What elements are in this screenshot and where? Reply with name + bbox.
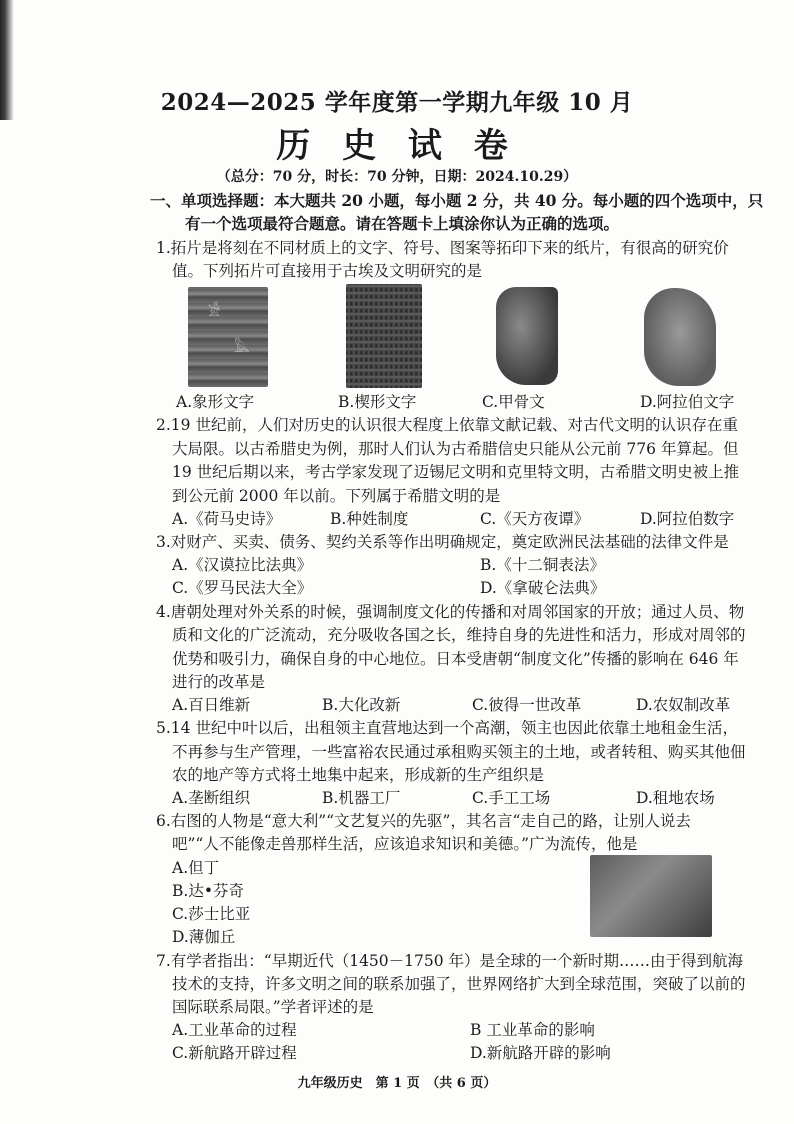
oracle-bone-rubbing-image xyxy=(496,287,558,385)
q4-option-a: A.百日维新 xyxy=(172,696,251,714)
page-footer: 九年级历史 第 1 页 （共 6 页） xyxy=(297,1076,497,1091)
exam-title: 2024—2025 学年度第一学期九年级 10 月 xyxy=(160,89,634,116)
q7-stem-line3: 国际联系局限。”学者评述的是 xyxy=(172,998,374,1016)
q7-stem-line2: 技术的支持，许多文明之间的联系加强了，世界网络扩大到全球范围，突破了以前的 xyxy=(172,975,746,993)
q4-option-d: D.农奴制改革 xyxy=(636,696,731,714)
q3-option-d: D.《拿破仑法典》 xyxy=(480,579,606,597)
q5-option-b: B.机器工厂 xyxy=(322,789,401,807)
q3-option-b: B.《十二铜表法》 xyxy=(480,556,605,574)
hieroglyph-rubbing-image: 𓀀 𓅓 xyxy=(188,287,268,387)
q2-option-b: B.种姓制度 xyxy=(330,510,409,528)
q1-stem-line2: 值。下列拓片可直接用于古埃及文明研究的是 xyxy=(172,262,483,280)
q5-stem-line1: 5.14 世纪中叶以后，出租领主直营地达到一个高潮，领主也因此依靠土地租金生活， xyxy=(156,719,738,737)
q6-option-b: B.达•芬奇 xyxy=(172,882,244,900)
q5-option-a: A.垄断组织 xyxy=(172,789,251,807)
q4-stem-line3: 优势和吸引力，确保自身的中心地位。日本受唐朝“制度文化”传播的影响在 646 年 xyxy=(172,650,739,668)
q5-option-d: D.租地农场 xyxy=(636,789,715,807)
exam-subject: 历 史 试 卷 xyxy=(276,126,518,166)
q3-option-c: C.《罗马民法大全》 xyxy=(172,579,313,597)
q1-option-c: C.甲骨文 xyxy=(482,393,545,411)
q5-stem-line2: 不再参与生产管理，一些富裕农民通过承租购买领主的土地，或者转租、购买其他佃 xyxy=(172,743,746,761)
q6-stem-line1: 6.右图的人物是“意大利”“文艺复兴的先驱”，其名言“走自己的路，让别人说去 xyxy=(156,812,691,830)
q2-option-a: A.《荷马史诗》 xyxy=(172,510,282,528)
q7-option-c: C.新航路开辟过程 xyxy=(172,1044,297,1062)
q5-option-c: C.手工工场 xyxy=(472,789,551,807)
arabic-rubbing-image xyxy=(644,288,716,386)
q1-option-a: A.象形文字 xyxy=(176,393,255,411)
q5-stem-line3: 农的地产等方式将土地集中起来，形成新的生产组织是 xyxy=(172,766,545,784)
q6-option-c: C.莎士比亚 xyxy=(172,905,251,923)
q1-option-d: D.阿拉伯文字 xyxy=(640,393,735,411)
q4-option-c: C.彼得一世改革 xyxy=(472,696,582,714)
q4-stem-line4: 进行的改革是 xyxy=(172,673,266,691)
q6-stem-line2: 吧”“人不能像走兽那样生活，应该追求知识和美德。”广为流传，他是 xyxy=(172,835,638,853)
q1-option-b: B.楔形文字 xyxy=(338,393,417,411)
q7-option-b: B 工业革命的影响 xyxy=(470,1021,595,1039)
q4-stem-line2: 质和文化的广泛流动，充分吸收各国之长，维持自身的先进性和活力，形成对周邻的 xyxy=(172,626,746,644)
section-instruction-line2: 有一个选项最符合题意。请在答题卡上填涂你认为正确的选项。 xyxy=(185,214,620,233)
section-instruction-line1: 一、单项选择题：本大题共 20 小题，每小题 2 分，共 40 分。每小题的四个选项中，只 xyxy=(150,191,764,210)
q2-stem-line3: 19 世纪后期以来，考古学家发现了迈锡尼文明和克里特文明，古希腊文明史被上推 xyxy=(172,463,740,481)
q2-stem-line4: 到公元前 2000 年以前。下列属于希腊文明的是 xyxy=(172,487,501,505)
q7-option-d: D.新航路开辟的影响 xyxy=(470,1044,611,1062)
q6-option-a: A.但丁 xyxy=(172,859,220,877)
q2-stem-line1: 2.19 世纪前，人们对历史的认识很大程度上依靠文献记载、对古代文明的认识存在重 xyxy=(156,416,738,434)
q4-option-b: B.大化改新 xyxy=(322,696,401,714)
q6-option-d: D.薄伽丘 xyxy=(172,928,236,946)
q2-option-d: D.阿拉伯数字 xyxy=(640,510,735,528)
q7-option-a: A.工业革命的过程 xyxy=(172,1021,297,1039)
q7-stem-line1: 7.有学者指出：“早期近代（1450－1750 年）是全球的一个新时期……由于得到航海 xyxy=(156,952,744,970)
q3-stem-line1: 3.对财产、买卖、债务、契约关系等作出明确规定，奠定欧洲民法基础的法律文件是 xyxy=(156,533,729,551)
exam-meta: （总分：70 分，时长：70 分钟，日期：2024.10.29） xyxy=(216,169,578,185)
q2-stem-line2: 大局限。以古希腊史为例，那时人们认为古希腊信史只能从公元前 776 年算起。但 xyxy=(172,440,739,458)
q4-stem-line1: 4.唐朝处理对外关系的时候，强调制度文化的传播和对周邻国家的开放；通过人员、物 xyxy=(156,603,745,621)
q1-stem-line1: 1.拓片是将刻在不同材质上的文字、符号、图案等拓印下来的纸片，有很高的研究价 xyxy=(156,239,729,257)
q2-option-c: C.《天方夜谭》 xyxy=(480,510,590,528)
cuneiform-rubbing-image xyxy=(346,284,422,388)
dante-portrait-image xyxy=(590,855,712,937)
q3-option-a: A.《汉谟拉比法典》 xyxy=(172,556,313,574)
